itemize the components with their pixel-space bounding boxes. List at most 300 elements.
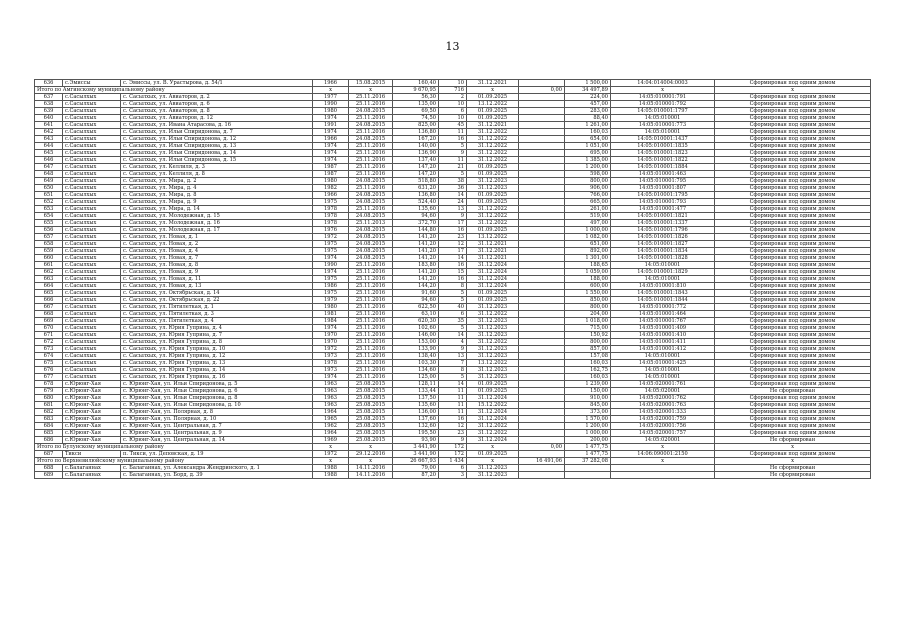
cell-settlement: с.Юрюнг-Хая bbox=[63, 409, 121, 416]
cell-blank bbox=[519, 416, 565, 423]
cell-blank bbox=[519, 241, 565, 248]
cell-survey-date: 24.08.2015 bbox=[349, 213, 393, 220]
table-row bbox=[35, 255, 871, 262]
table-row bbox=[35, 115, 871, 122]
cell-land-status: Сформирован под одним домом bbox=[715, 185, 871, 192]
cell-residents: 6 bbox=[439, 108, 467, 115]
cell-row-number: 646 bbox=[35, 157, 63, 164]
cell-survey-date: 25.11.2016 bbox=[349, 157, 393, 164]
cell-blank bbox=[519, 374, 565, 381]
cell-land-status: Сформирован под одним домом bbox=[715, 402, 871, 409]
cell-blank bbox=[519, 108, 565, 115]
cell-year-built: 1982 bbox=[313, 185, 349, 192]
cell-year-built: 1986 bbox=[313, 283, 349, 290]
cell-area: 91,60 bbox=[393, 290, 439, 297]
table-row bbox=[35, 283, 871, 290]
cell-residents: 11 bbox=[439, 395, 467, 402]
cell-row-number: 641 bbox=[35, 122, 63, 129]
table-row bbox=[35, 318, 871, 325]
cell-cost: 715,00 bbox=[565, 325, 611, 332]
cell-residents: 11 bbox=[439, 402, 467, 409]
cell-land-status: Сформирован под одним домом bbox=[715, 150, 871, 157]
cell-year-x: x bbox=[313, 87, 349, 94]
cell-repair-deadline: 31.12.2022 bbox=[467, 311, 519, 318]
cell-cadastral-number: 14:05:010001:464 bbox=[611, 311, 715, 318]
cell-blank bbox=[519, 290, 565, 297]
cell-area: 160,40 bbox=[393, 80, 439, 87]
cell-year-built: 1978 bbox=[313, 360, 349, 367]
cell-repair-deadline: 31.12.2023 bbox=[467, 465, 519, 472]
table-row bbox=[35, 129, 871, 136]
cell-address: с. Сасылхых, ул. Ильи Спиридонова, д. 13 bbox=[121, 143, 313, 150]
cell-area: 74,50 bbox=[393, 115, 439, 122]
cell-residents: 172 bbox=[439, 444, 467, 451]
cell-status-x: x bbox=[715, 87, 871, 94]
cell-area: 825,00 bbox=[393, 122, 439, 129]
table-row bbox=[35, 108, 871, 115]
cell-year-built: 1974 bbox=[313, 374, 349, 381]
cell-year-x: x bbox=[313, 444, 349, 451]
cell-blank bbox=[519, 171, 565, 178]
cell-cadastral-number: 14:05:010001 bbox=[611, 115, 715, 122]
cell-cadastral-number: 14:05:010001:412 bbox=[611, 346, 715, 353]
cell-area: 372,70 bbox=[393, 220, 439, 227]
cell-cost: 1 200,00 bbox=[565, 423, 611, 430]
cell-row-number: 657 bbox=[35, 234, 63, 241]
cell-residents: 16 bbox=[439, 416, 467, 423]
table-row bbox=[35, 374, 871, 381]
cell-cadastral-number: 14:05:020001:761 bbox=[611, 381, 715, 388]
cell-year-built: 1972 bbox=[313, 234, 349, 241]
cell-blank bbox=[519, 255, 565, 262]
table-row bbox=[35, 164, 871, 171]
cell-cost: 160,03 bbox=[565, 360, 611, 367]
cell-land-status: Сформирован под одним домом bbox=[715, 311, 871, 318]
cell-cadastral-number bbox=[611, 472, 715, 479]
table-row bbox=[35, 290, 871, 297]
cell-row-number: 664 bbox=[35, 283, 63, 290]
cell-land-status: Сформирован под одним домом bbox=[715, 206, 871, 213]
cell-survey-date: 25.11.2016 bbox=[349, 150, 393, 157]
cell-repair-deadline: 31.12.2023 bbox=[467, 325, 519, 332]
cell-cost: 598,00 bbox=[565, 171, 611, 178]
cell-cadastral-number: 14:05:010001:795 bbox=[611, 178, 715, 185]
table-row bbox=[35, 367, 871, 374]
cell-residents: 10 bbox=[439, 101, 467, 108]
cell-repair-deadline: 31.12.2022 bbox=[467, 157, 519, 164]
cell-repair-deadline: 01.09.2025 bbox=[467, 388, 519, 395]
cell-year-built: 1974 bbox=[313, 157, 349, 164]
cell-address: с. Балаганнах, ул. Борд, д. 39 bbox=[121, 472, 313, 479]
cell-year-built: 1962 bbox=[313, 423, 349, 430]
cell-area: 132,60 bbox=[393, 423, 439, 430]
cell-repair-deadline: 01.09.2025 bbox=[467, 171, 519, 178]
table-row bbox=[35, 122, 871, 129]
cell-address: с. Юрюнг-Хая, ул. Ильи Спиридонова, д. 8 bbox=[121, 395, 313, 402]
cell-cost bbox=[565, 472, 611, 479]
cell-area: 93,90 bbox=[393, 437, 439, 444]
cell-year-built: 1966 bbox=[313, 192, 349, 199]
cell-survey-date: 29.12.2016 bbox=[349, 451, 393, 458]
cell-land-status: Сформирован под одним домом bbox=[715, 367, 871, 374]
cell-year-built: 1981 bbox=[313, 311, 349, 318]
cell-area: 102,60 bbox=[393, 325, 439, 332]
cell-blank bbox=[519, 213, 565, 220]
cell-blank bbox=[519, 234, 565, 241]
table-row bbox=[35, 199, 871, 206]
cell-address: с. Сасылхых, ул. Юрия Гуприна, д. 10 bbox=[121, 346, 313, 353]
cell-area: 144,20 bbox=[393, 283, 439, 290]
cell-repair-deadline: 15.12.2022 bbox=[467, 402, 519, 409]
cell-row-number: 685 bbox=[35, 430, 63, 437]
cell-settlement: с.Сасылхых bbox=[63, 220, 121, 227]
cell-land-status: Не сформирован bbox=[715, 465, 871, 472]
cell-repair-deadline: 13.12.2022 bbox=[467, 360, 519, 367]
cell-cadastral-number: 14:05:010001:1797 bbox=[611, 108, 715, 115]
cell-year-built: 1972 bbox=[313, 451, 349, 458]
cell-cadastral-x: x bbox=[611, 444, 715, 451]
cell-repair-deadline: 31.12.2023 bbox=[467, 185, 519, 192]
cell-land-status: Сформирован под одним домом bbox=[715, 325, 871, 332]
cell-blank bbox=[519, 143, 565, 150]
cell-row-number: 650 bbox=[35, 185, 63, 192]
cell-survey-date: 25.08.2015 bbox=[349, 381, 393, 388]
cell-residents: 5 bbox=[439, 171, 467, 178]
cell-repair-deadline: 31.12.2024 bbox=[467, 416, 519, 423]
cell-residents: 16 bbox=[439, 262, 467, 269]
table-row bbox=[35, 150, 871, 157]
cell-address: с. Сасылхых, ул. Новая, д. 11 bbox=[121, 276, 313, 283]
page-number: 13 bbox=[445, 40, 460, 53]
cell-address: с. Сасылхых, ул. Келлиля, д. 3 bbox=[121, 164, 313, 171]
table-row bbox=[35, 346, 871, 353]
cell-cost: 224,00 bbox=[565, 94, 611, 101]
cell-survey-date: 24.08.2015 bbox=[349, 248, 393, 255]
cell-year-built: 1974 bbox=[313, 143, 349, 150]
cell-repair-deadline: 31.12.2023 bbox=[467, 346, 519, 353]
cell-cost: 1 261,00 bbox=[565, 122, 611, 129]
cell-cost: 373,00 bbox=[565, 409, 611, 416]
table-row bbox=[35, 276, 871, 283]
cell-address: с. Сасылхых, ул. Пятилеткая, д. 4 bbox=[121, 318, 313, 325]
cell-address: с. Сасылхых, ул. Келлиля, д. 8 bbox=[121, 171, 313, 178]
cell-year-built: 1978 bbox=[313, 220, 349, 227]
cell-survey-date: 25.11.2016 bbox=[349, 360, 393, 367]
table-row bbox=[35, 248, 871, 255]
cell-settlement: с.Сасылхых bbox=[63, 94, 121, 101]
cell-address: с. Сасылхых, ул. Юрия Гуприна, д. 8 bbox=[121, 339, 313, 346]
cell-survey-date: 25.08.2015 bbox=[349, 409, 393, 416]
cell-cost: 160,03 bbox=[565, 129, 611, 136]
total-row bbox=[35, 87, 871, 94]
cell-cost: 850,00 bbox=[565, 297, 611, 304]
cell-cadastral-number: 14:05:010001:1796 bbox=[611, 227, 715, 234]
cell-settlement: с.Сасылхых bbox=[63, 339, 121, 346]
cell-land-status: Сформирован под одним домом bbox=[715, 416, 871, 423]
cell-land-status: Сформирован под одним домом bbox=[715, 94, 871, 101]
cell-area: 141,20 bbox=[393, 248, 439, 255]
cell-row-number: 647 bbox=[35, 164, 63, 171]
cell-survey-date: 24.08.2015 bbox=[349, 192, 393, 199]
cell-cost: 800,00 bbox=[565, 339, 611, 346]
cell-land-status: Сформирован под одним домом bbox=[715, 178, 871, 185]
table-row bbox=[35, 185, 871, 192]
cell-year-built: 1988 bbox=[313, 472, 349, 479]
cell-settlement: с.Сасылхых bbox=[63, 234, 121, 241]
cell-settlement: с.Сасылхых bbox=[63, 367, 121, 374]
cell-area: 141,20 bbox=[393, 234, 439, 241]
cell-residents: 8 bbox=[439, 283, 467, 290]
table-row bbox=[35, 360, 871, 367]
cell-year-built: 1963 bbox=[313, 395, 349, 402]
cell-residents: 9 bbox=[439, 346, 467, 353]
cell-land-status: Не сформирован bbox=[715, 388, 871, 395]
cell-address: с. Сасылхых, ул. Ильи Спиридонова, д. 7 bbox=[121, 129, 313, 136]
cell-cost: 800,00 bbox=[565, 304, 611, 311]
cell-row-number: 682 bbox=[35, 409, 63, 416]
cell-residents: 5 bbox=[439, 290, 467, 297]
cell-repair-deadline: 31.12.2023 bbox=[467, 318, 519, 325]
cell-blank bbox=[519, 395, 565, 402]
cell-residents: 17 bbox=[439, 220, 467, 227]
cell-area: 56,30 bbox=[393, 94, 439, 101]
table-row bbox=[35, 157, 871, 164]
cell-cost: 857,00 bbox=[565, 346, 611, 353]
cell-area: 3 441,90 bbox=[393, 451, 439, 458]
cell-residents: 5 bbox=[439, 143, 467, 150]
cell-row-number: 655 bbox=[35, 220, 63, 227]
cell-residents: 36 bbox=[439, 185, 467, 192]
total-row bbox=[35, 458, 871, 465]
cell-residents: 23 bbox=[439, 234, 467, 241]
cell-blank bbox=[519, 192, 565, 199]
cell-settlement: с.Сасылхых bbox=[63, 290, 121, 297]
table-row bbox=[35, 325, 871, 332]
cell-cost: 157,08 bbox=[565, 353, 611, 360]
cell-cost: 1 500,00 bbox=[565, 80, 611, 87]
cell-land-status: Сформирован под одним домом bbox=[715, 80, 871, 87]
cell-settlement: Тикси bbox=[63, 451, 121, 458]
cell-year-built: 1969 bbox=[313, 437, 349, 444]
cell-cadastral-x: x bbox=[611, 87, 715, 94]
cell-row-number: 658 bbox=[35, 241, 63, 248]
cell-year-built: 1979 bbox=[313, 297, 349, 304]
cell-area: 79,00 bbox=[393, 465, 439, 472]
cell-survey-date: 25.11.2016 bbox=[349, 318, 393, 325]
cell-survey-date: 24.08.2015 bbox=[349, 199, 393, 206]
cell-row-number: 652 bbox=[35, 199, 63, 206]
cell-row-number: 672 bbox=[35, 339, 63, 346]
cell-survey-date: 25.11.2016 bbox=[349, 164, 393, 171]
cell-survey-date: 25.11.2016 bbox=[349, 129, 393, 136]
cell-cost: 800,00 bbox=[565, 178, 611, 185]
table-row bbox=[35, 192, 871, 199]
cell-area: 133,44 bbox=[393, 388, 439, 395]
cell-year-built: 1976 bbox=[313, 227, 349, 234]
cell-residents: 1 434 bbox=[439, 458, 467, 465]
cell-settlement: с.Сасылхых bbox=[63, 115, 121, 122]
cell-row-number: 668 bbox=[35, 311, 63, 318]
cell-cost: 1 000,00 bbox=[565, 430, 611, 437]
cell-land-status: Сформирован под одним домом bbox=[715, 451, 871, 458]
cell-residents: 38 bbox=[439, 178, 467, 185]
cell-settlement: с.Сасылхых bbox=[63, 248, 121, 255]
cell-survey-date: 25.08.2015 bbox=[349, 395, 393, 402]
cell-survey-date: 25.08.2015 bbox=[349, 430, 393, 437]
cell-address: с. Сасылхых, ул. Юрия Гуприна, д. 12 bbox=[121, 353, 313, 360]
cell-year-built: 1975 bbox=[313, 241, 349, 248]
cell-address: с. Сасылхых, ул. Авиаторов, д. 12 bbox=[121, 115, 313, 122]
cell-repair-deadline: 01.09.2025 bbox=[467, 108, 519, 115]
cell-year-built: 1964 bbox=[313, 409, 349, 416]
cell-land-status: Сформирован под одним домом bbox=[715, 395, 871, 402]
cell-repair-deadline: 31.12.2021 bbox=[467, 122, 519, 129]
table-row bbox=[35, 451, 871, 458]
cell-amount-2: 34 497,89 bbox=[565, 87, 611, 94]
table-row bbox=[35, 395, 871, 402]
cell-repair-deadline: 31.12.2023 bbox=[467, 304, 519, 311]
cell-blank bbox=[519, 311, 565, 318]
cell-cadastral-number: 14:05:010001:1337 bbox=[611, 220, 715, 227]
cell-cadastral-number: 14:06:090001:2150 bbox=[611, 451, 715, 458]
cell-residents: 14 bbox=[439, 381, 467, 388]
cell-cost: 1 385,00 bbox=[565, 157, 611, 164]
cell-settlement: с.Сасылхых bbox=[63, 269, 121, 276]
cell-address: с. Сасылхых, ул. Юрия Гуприна, д. 7 bbox=[121, 332, 313, 339]
cell-repair-deadline: 01.09.2025 bbox=[467, 381, 519, 388]
cell-repair-deadline: 31.12.2022 bbox=[467, 430, 519, 437]
cell-survey-date: 25.11.2016 bbox=[349, 297, 393, 304]
cell-cost: 1 239,00 bbox=[565, 381, 611, 388]
cell-cost: 188,00 bbox=[565, 276, 611, 283]
cell-blank bbox=[519, 115, 565, 122]
table-row bbox=[35, 241, 871, 248]
cell-residents: 9 bbox=[439, 437, 467, 444]
cell-area: 524,40 bbox=[393, 199, 439, 206]
cell-blank bbox=[519, 206, 565, 213]
cell-residents: 2 bbox=[439, 94, 467, 101]
cell-survey-date: 25.11.2016 bbox=[349, 185, 393, 192]
cell-land-status: Сформирован под одним домом bbox=[715, 304, 871, 311]
cell-year-built: 1966 bbox=[313, 80, 349, 87]
cell-repair-deadline: 31.12.2022 bbox=[467, 423, 519, 430]
cell-cadastral-number: 14:05:010001:1826 bbox=[611, 234, 715, 241]
cell-cadastral-number: 14:05:010001:773 bbox=[611, 122, 715, 129]
cell-survey-date: 14.11.2016 bbox=[349, 472, 393, 479]
cell-blank bbox=[519, 332, 565, 339]
cell-blank bbox=[519, 381, 565, 388]
cell-residents: 11 bbox=[439, 129, 467, 136]
cell-cost: 845,00 bbox=[565, 402, 611, 409]
cell-settlement: с.Сасылхых bbox=[63, 199, 121, 206]
cell-area: 136,80 bbox=[393, 192, 439, 199]
cell-row-number: 676 bbox=[35, 367, 63, 374]
cell-deadline-x: x bbox=[467, 458, 519, 465]
cell-land-status: Сформирован под одним домом bbox=[715, 122, 871, 129]
table-row bbox=[35, 143, 871, 150]
cell-blank bbox=[519, 157, 565, 164]
cell-area: 146,00 bbox=[393, 332, 439, 339]
cell-residents: 11 bbox=[439, 157, 467, 164]
cell-year-built: 1987 bbox=[313, 164, 349, 171]
cell-cost: 150,92 bbox=[565, 332, 611, 339]
cell-year-built: 1990 bbox=[313, 262, 349, 269]
cell-year-built: 1990 bbox=[313, 101, 349, 108]
cell-blank bbox=[519, 297, 565, 304]
cell-settlement: с.Сасылхых bbox=[63, 304, 121, 311]
cell-address: с. Юрюнг-Хая, ул. Ильи Спиридонова, д. 6 bbox=[121, 388, 313, 395]
cell-year-built: 1988 bbox=[313, 465, 349, 472]
cell-land-status: Сформирован под одним домом bbox=[715, 136, 871, 143]
cell-row-number: 642 bbox=[35, 129, 63, 136]
cell-row-number: 662 bbox=[35, 269, 63, 276]
cell-address: с. Сасылхых, ул. Молодежная, д. 17 bbox=[121, 227, 313, 234]
cell-address: с. Сасылхых, ул. Юрия Гуприна, д. 13 bbox=[121, 360, 313, 367]
cell-residents: 45 bbox=[439, 122, 467, 129]
cell-area: 622,50 bbox=[393, 304, 439, 311]
cell-row-number: 667 bbox=[35, 304, 63, 311]
cell-cost: 261,00 bbox=[565, 206, 611, 213]
cell-cadastral-number: 14:05:010001:1829 bbox=[611, 269, 715, 276]
cell-year-built: 1974 bbox=[313, 269, 349, 276]
total-row bbox=[35, 444, 871, 451]
table-row bbox=[35, 234, 871, 241]
cell-residents: 7 bbox=[439, 360, 467, 367]
cell-cadastral-number: 14:05:020001 bbox=[611, 437, 715, 444]
cell-survey-date: 25.11.2016 bbox=[349, 332, 393, 339]
cell-cadastral-number bbox=[611, 465, 715, 472]
cell-total-label: Итого по Булунскому муниципальному району bbox=[35, 444, 313, 451]
cell-cost: 600,00 bbox=[565, 283, 611, 290]
cell-area: 94,60 bbox=[393, 297, 439, 304]
table-row bbox=[35, 430, 871, 437]
cell-year-built: 1978 bbox=[313, 206, 349, 213]
cell-settlement: с.Сасылхых bbox=[63, 227, 121, 234]
cell-survey-date: 25.11.2016 bbox=[349, 206, 393, 213]
cell-land-status: Сформирован под одним домом bbox=[715, 241, 871, 248]
cell-settlement: с.Сасылхых bbox=[63, 332, 121, 339]
cell-land-status: Сформирован под одним домом bbox=[715, 227, 871, 234]
cell-settlement: с.Балаганнах bbox=[63, 472, 121, 479]
cell-survey-date: 25.08.2015 bbox=[349, 402, 393, 409]
cell-repair-deadline: 31.12.2022 bbox=[467, 220, 519, 227]
cell-residents: 6 bbox=[439, 311, 467, 318]
cell-cost: 654,00 bbox=[565, 136, 611, 143]
cell-residents: 10 bbox=[439, 80, 467, 87]
cell-row-number: 677 bbox=[35, 374, 63, 381]
cell-cadastral-number: 14:05:010001:807 bbox=[611, 185, 715, 192]
cell-land-status: Сформирован под одним домом bbox=[715, 353, 871, 360]
cell-survey-date: 25.11.2016 bbox=[349, 346, 393, 353]
cell-year-built: 1963 bbox=[313, 388, 349, 395]
cell-area: 147,20 bbox=[393, 171, 439, 178]
cell-cost: 457,00 bbox=[565, 101, 611, 108]
cell-repair-deadline: 01.09.2025 bbox=[467, 227, 519, 234]
cell-address: с. Сасылхых, ул. Новая, д. 9 bbox=[121, 269, 313, 276]
table-row bbox=[35, 213, 871, 220]
cell-row-number: 674 bbox=[35, 353, 63, 360]
cell-address: с. Сасылхых, ул. Авиаторов, д. 8 bbox=[121, 108, 313, 115]
cell-year-built: 1980 bbox=[313, 178, 349, 185]
cell-cadastral-number: 14:05:010001:1823 bbox=[611, 150, 715, 157]
table-row bbox=[35, 388, 871, 395]
housing-register-table bbox=[34, 79, 871, 479]
cell-cadastral-number: 14:05:020001:759 bbox=[611, 416, 715, 423]
cell-cost: 1 550,00 bbox=[565, 290, 611, 297]
cell-cadastral-number: 14:05:010001:767 bbox=[611, 318, 715, 325]
cell-area: 153,00 bbox=[393, 339, 439, 346]
cell-blank bbox=[519, 80, 565, 87]
